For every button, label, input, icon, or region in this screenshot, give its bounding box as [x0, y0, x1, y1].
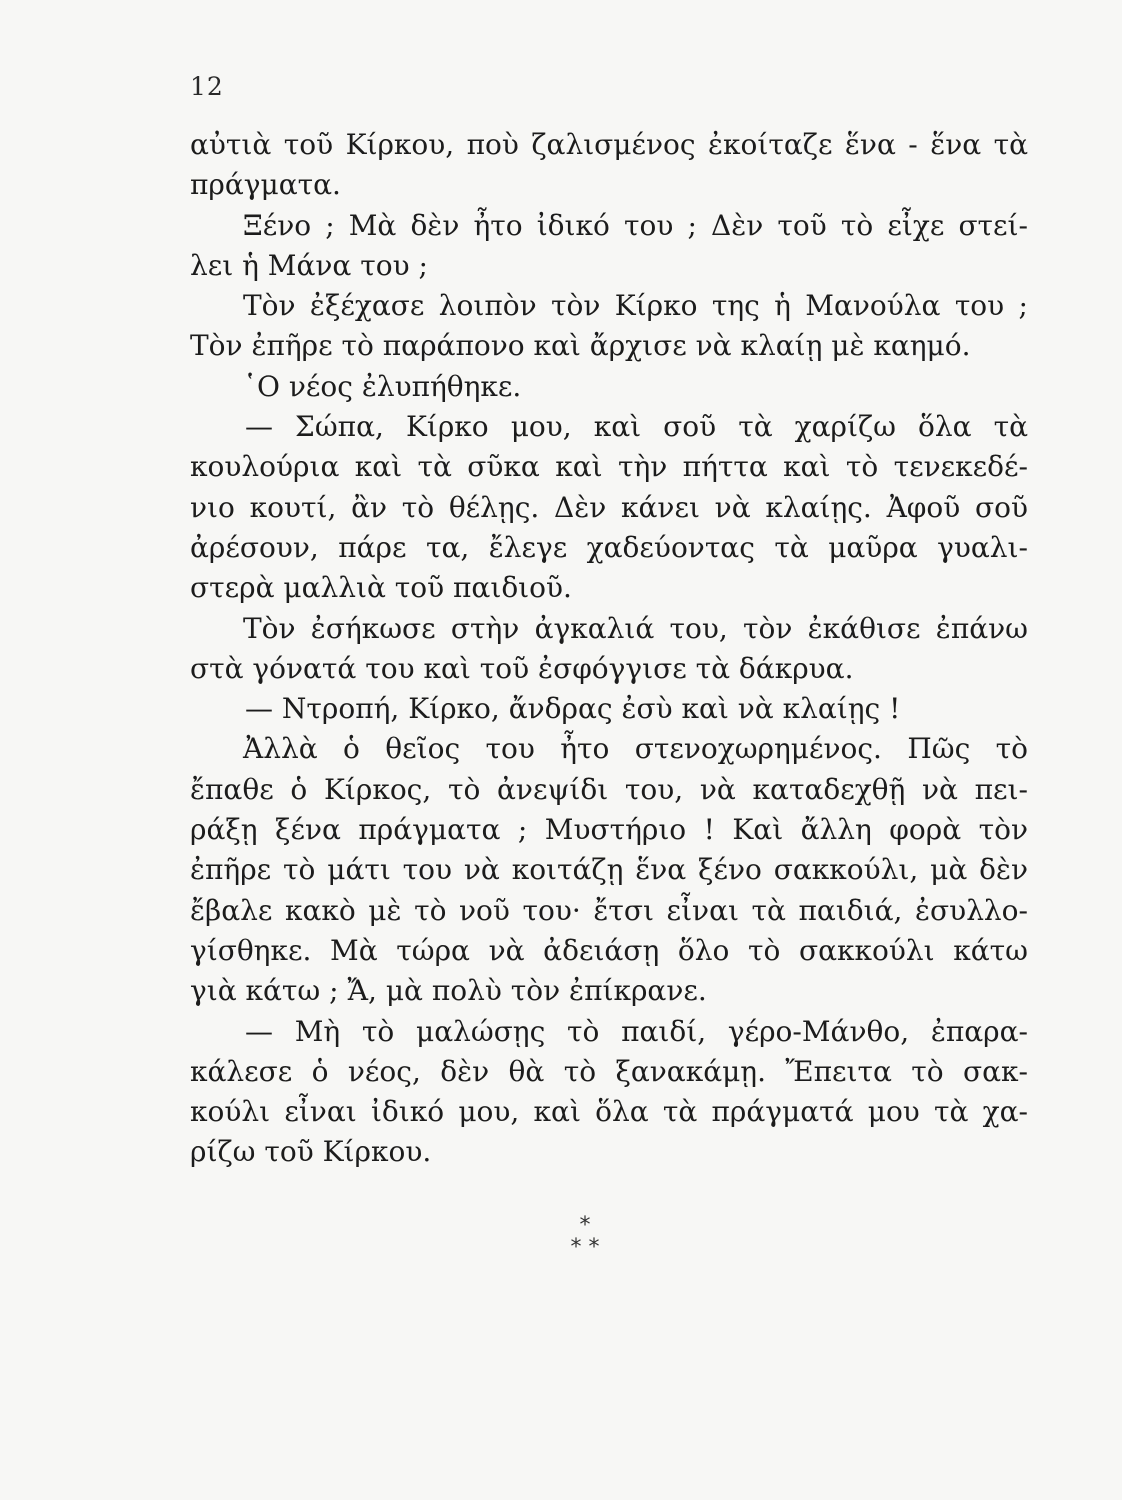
text-line-14: στὰ γόνατά του καὶ τοῦ ἐσφόγγισε τὰ δάκρυα. — [190, 651, 854, 685]
text-line-25: κούλι εἶναι ἰδικό μου, καὶ ὅλα τὰ πράγματά μου τὰ χα- — [190, 1095, 1028, 1129]
text-line-2: πράγματα. — [190, 168, 341, 202]
text-line-10: νιο κουτί, ἂν τὸ θέλῃς. Δὲν κάνει νὰ κλαίῃς. Ἀφοῦ σοῦ — [190, 490, 1028, 524]
text-line-20: ἔβαλε κακὸ μὲ τὸ νοῦ του· ἔτσι εἶναι τὰ παιδιά, ἐσυλλο- — [190, 893, 1028, 927]
text-line-17: ἔπαθε ὁ Κίρκος, τὸ ἀνεψίδι του, νὰ καταδεχθῇ νὰ πει- — [190, 772, 1028, 806]
text-line-11: ἀρέσουν, πάρε τα, ἔλεγε χαδεύοντας τὰ μαῦρα γυαλι- — [190, 530, 1028, 564]
asterism-top: * — [579, 1213, 591, 1238]
page-number: 12 — [190, 72, 224, 101]
text-line-19: ἐπῆρε τὸ μάτι του νὰ κοιτάζῃ ἕνα ξένο σακκούλι, μὰ δὲν — [190, 853, 1028, 887]
asterism-bottom: * * — [570, 1235, 600, 1260]
text-line-23: — Μὴ τὸ μαλώσῃς τὸ παιδί, γέρο-Μάνθο, ἐπαρα- — [245, 1014, 1028, 1048]
text-line-6: Τὸν ἐπῆρε τὸ παράπονο καὶ ἄρχισε νὰ κλαίῃ μὲ καημό. — [190, 329, 971, 363]
text-line-16: Ἀλλὰ ὁ θεῖος του ἦτο στενοχωρημένος. Πῶς τὸ — [243, 732, 1028, 766]
text-line-12: στερὰ μαλλιὰ τοῦ παιδιοῦ. — [190, 571, 572, 605]
text-line-7: ῾Ο νέος ἐλυπήθηκε. — [243, 369, 522, 403]
text-line-4: λει ἡ Μάνα του ; — [190, 248, 428, 282]
text-line-15: — Ντροπή, Κίρκο, ἄνδρας ἐσὺ καὶ νὰ κλαίῃς ! — [245, 692, 901, 726]
text-line-13: Τὸν ἐσήκωσε στὴν ἀγκαλιά του, τὸν ἐκάθισε ἐπάνω — [243, 611, 1028, 645]
text-line-5: Τὸν ἐξέχασε λοιπὸν τὸν Κίρκο της ἡ Μανούλα του ; — [243, 289, 1028, 323]
section-break-asterism — [540, 1215, 630, 1259]
text-line-18: ράξῃ ξένα πράγματα ; Μυστήριο ! Καὶ ἄλλη φορὰ τὸν — [190, 813, 1028, 847]
text-line-8: — Σώπα, Κίρκο μου, καὶ σοῦ τὰ χαρίζω ὅλα τὰ — [245, 410, 1028, 444]
text-line-9: κουλούρια καὶ τὰ σῦκα καὶ τὴν πήττα καὶ τὸ τενεκεδέ- — [190, 450, 1028, 484]
text-line-21: γίσθηκε. Μὰ τώρα νὰ ἀδειάσῃ ὅλο τὸ σακκούλι κάτω — [190, 933, 1028, 967]
text-line-22: γιὰ κάτω ; Ἄ, μὰ πολὺ τὸν ἐπίκρανε. — [190, 974, 707, 1008]
text-line-3: Ξένο ; Μὰ δὲν ἦτο ἰδικό του ; Δὲν τοῦ τὸ εἶχε στεί- — [243, 208, 1028, 242]
text-line-24: κάλεσε ὁ νέος, δὲν θὰ τὸ ξανακάμῃ. Ἔπειτα τὸ σακ- — [190, 1054, 1028, 1088]
text-line-26: ρίζω τοῦ Κίρκου. — [190, 1135, 432, 1169]
body-text — [190, 125, 1028, 1173]
text-line-1: αὐτιὰ τοῦ Κίρκου, ποὺ ζαλισμένος ἐκοίταζε ἕνα - ἕνα τὰ — [190, 128, 1028, 161]
